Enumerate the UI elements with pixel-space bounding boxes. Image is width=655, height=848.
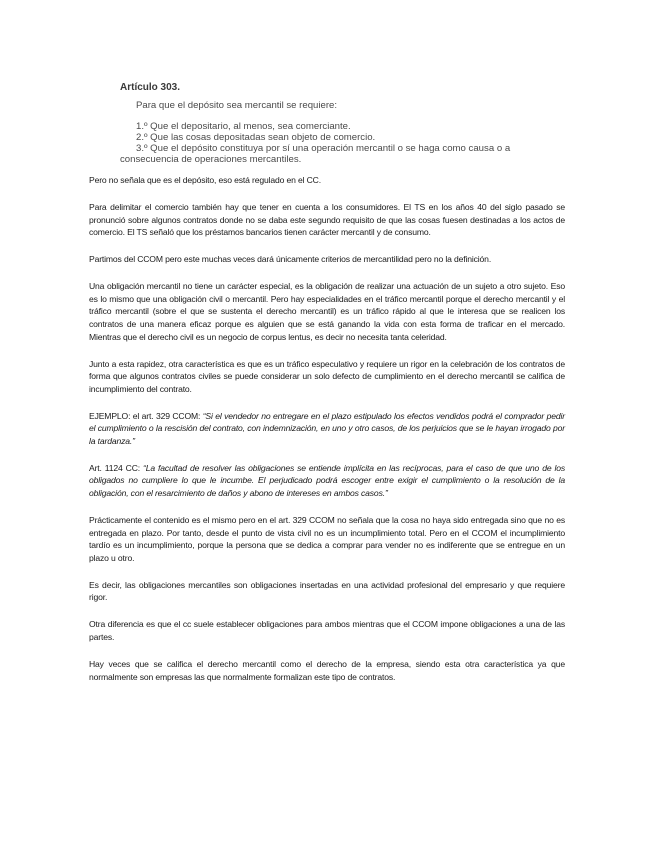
paragraph: Pero no señala que es el depósito, eso está regulado en el CC.: [89, 175, 321, 185]
paragraph: Hay veces que se califica el derecho mercantil como el derecho de la empresa, siendo esta otra característica ya que normalmente son empresas las que normalmente formalizan este tipo de contratos.: [89, 658, 565, 682]
paragraph: Partimos del CCOM pero este muchas veces dará únicamente criterios de mercantilidad pero no la definición.: [89, 254, 492, 265]
article-item-1: 1.º Que el depositario, al menos, sea comerciante.: [136, 120, 351, 132]
example-quote: “Si el vendedor no entregare en el plazo estipulado los efectos vendidos podrá el comprador pedir el cumplimiento o la rescisión del contrato, con indemnización, en uno y otro casos, de los perjuicios que se le hayan irrogado por la tardanza.”: [89, 410, 565, 446]
article-1124-lead: Art. 1124 CC:: [89, 462, 144, 473]
example-lead: EJEMPLO: el art. 329 CCOM:: [89, 410, 203, 421]
paragraph: Para delimitar el comercio también hay que tener en cuenta a los consumidores. El TS en los años 40 del siglo pasado se pronunció sobre algunos contratos donde no se daba este segundo requisito de que las cosas fuesen destinadas a los actos de comercio. El TS señaló que los préstamos bancarios tienen carácter mercantil y de consumo.: [89, 201, 565, 238]
article-item-2: 2.º Que las cosas depositadas sean objeto de comercio.: [136, 131, 376, 143]
paragraph: Una obligación mercantil no tiene un carácter especial, es la obligación de realizar una actuación de un sujeto a otro sujeto. Eso es lo mismo que una obligación civil o mercantil. Pero hay especialidades en el tráfico mercantil porque el derecho mercantil y el tráfico mercantil (sobre el que se sustenta el derecho mercantil) es un tráfico rápido al que le interesa que se realicen los contratos de una manera eficaz porque es alguien que se está ganando la vida con esta forma de traficar en el mercado. Mientras que el derecho civil es un negocio de corpus lentus, es decir no necesita tanta celeridad.: [89, 281, 565, 342]
article-1124-paragraph: [89, 462, 565, 500]
article-title: Artículo 303.: [120, 82, 181, 93]
article-intro: Para que el depósito sea mercantil se requiere:: [136, 100, 338, 112]
document-body: [89, 174, 565, 698]
paragraph: Prácticamente el contenido es el mismo pero en el art. 329 CCOM no señala que la cosa no haya sido entregada sino que no es entregada en plazo. Por tanto, desde el punto de vista civil no es un incumplimiento total. Pero en el CCOM el incumplimiento tardío es un incumplimiento, porque la persona que se dedica a comprar para vender no es indiferente que se entregue en un plazo u otro.: [89, 515, 565, 563]
paragraph: Junto a esta rapidez, otra característica es que es un tráfico especulativo y requiere un rigor en la celebración de los contratos de forma que algunos contratos civiles se puede considerar un solo defecto de cumplimiento en el derecho mercantil se califica de incumplimiento del contrato.: [89, 358, 565, 394]
paragraph: Otra diferencia es que el cc suele establecer obligaciones para ambos mientras que el CCOM impone obligaciones a una de las partes.: [89, 619, 565, 642]
article-1124-quote: “La facultad de resolver las obligaciones se entiende implícita en las recíprocas, para el caso de que uno de los obligados no cumpliere lo que le incumbe. El perjudicado podrá escoger entre exigir el cumplimiento o la resolución de la obligación, con el resarcimiento de daños y abono de intereses en ambos casos.”: [89, 462, 566, 499]
article-item-3: 3.º Que el depósito constituya por sí una operación mercantil o se haga como causa o a: [136, 143, 511, 155]
example-paragraph: [89, 410, 565, 448]
paragraph: Es decir, las obligaciones mercantiles son obligaciones insertadas en una actividad profesional del empresario y que requiere rigor.: [89, 579, 565, 603]
article-303-excerpt: [120, 82, 550, 166]
article-item-3-continuation: consecuencia de operaciones mercantiles.: [120, 154, 302, 166]
